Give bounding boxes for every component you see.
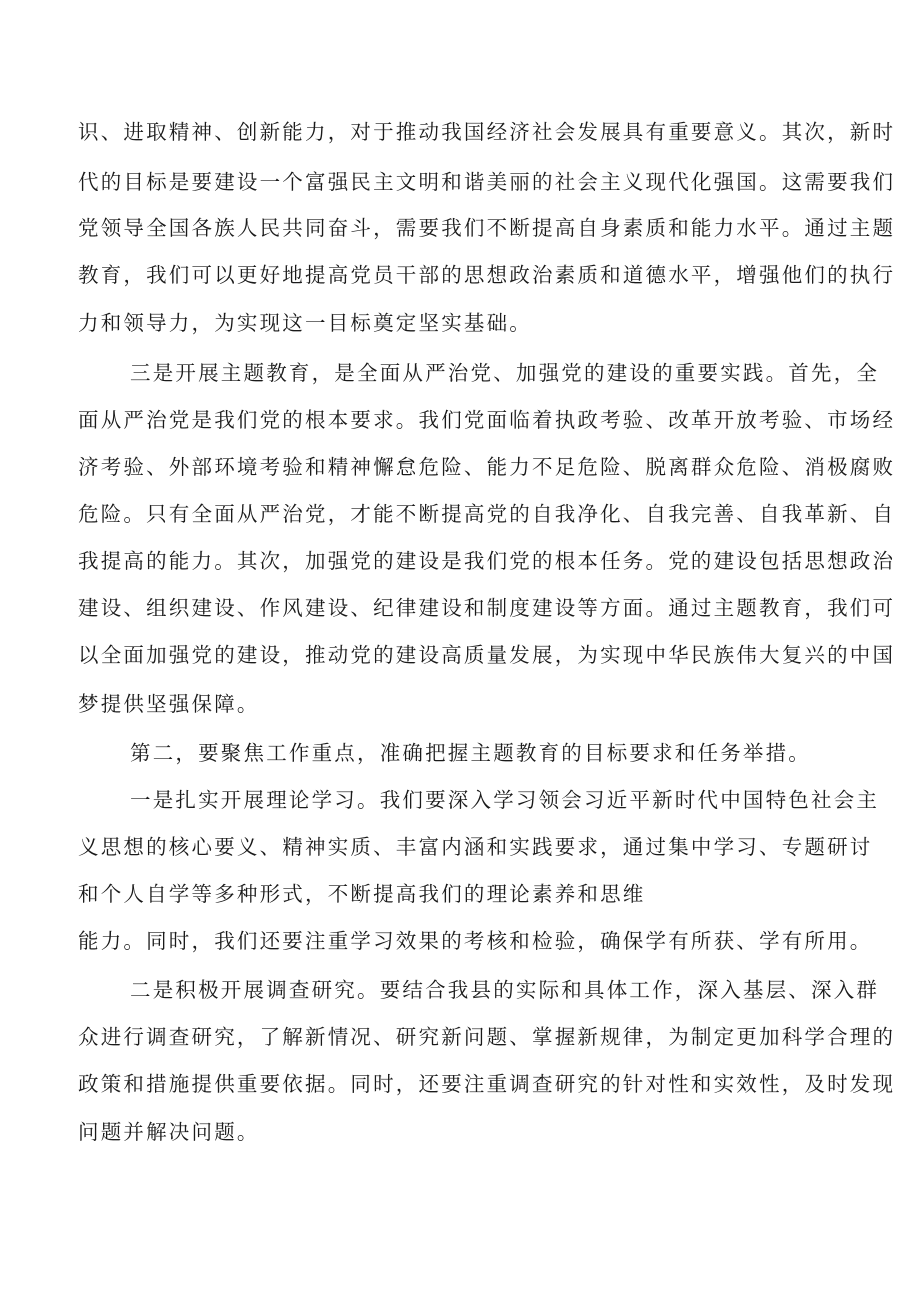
text-line: 以全面加强党的建设，推动党的建设高质量发展，为实现中华民族伟大复兴的中国 <box>78 643 896 667</box>
text-line: 政策和措施提供重要依据。同时，还要注重调查研究的针对性和实效性，及时发现 <box>78 1072 896 1096</box>
text-line: 面从严治党是我们党的根本要求。我们党面临着执政考验、改革开放考验、市场经 <box>78 408 896 432</box>
text-line: 识、进取精神、创新能力，对于推动我国经济社会发展具有重要意义。其次，新时 <box>78 120 896 144</box>
paragraph-start-line: 三是开展主题教育，是全面从严治党、加强党的建设的重要实践。首先，全 <box>130 361 880 385</box>
section-heading-line: 第二，要聚焦工作重点，准确把握主题教育的目标要求和任务举措。 <box>130 741 811 765</box>
paragraph-start-line: 一是扎实开展理论学习。我们要深入学习领会习近平新时代中国特色社会主 <box>130 788 880 812</box>
text-line: 代的目标是要建设一个富强民主文明和谐美丽的社会主义现代化强国。这需要我们 <box>78 170 896 194</box>
text-line: 济考验、外部环境考验和精神懈怠危险、能力不足危险、脱离群众危险、消极腐败 <box>78 455 896 479</box>
text-line: 我提高的能力。其次，加强党的建设是我们党的根本任务。党的建设包括思想政治 <box>78 549 896 573</box>
text-line: 问题并解决问题。 <box>78 1120 260 1144</box>
text-line: 众进行调查研究，了解新情况、研究新问题、掌握新规律，为制定更加科学合理的 <box>78 1025 896 1049</box>
text-line: 梦提供坚强保障。 <box>78 692 260 716</box>
text-line: 党领导全国各族人民共同奋斗，需要我们不断提高自身素质和能力水平。通过主题 <box>78 216 896 240</box>
text-line: 能力。同时，我们还要注重学习效果的考核和检验，确保学有所获、学有所用。 <box>78 929 873 953</box>
text-line: 危险。只有全面从严治党，才能不断提高党的自我净化、自我完善、自我革新、自 <box>78 502 896 526</box>
text-line: 和个人自学等多种形式，不断提高我们的理论素养和思维 <box>78 882 646 906</box>
text-line: 义思想的核心要义、精神实质、丰富内涵和实践要求，通过集中学习、专题研讨 <box>78 835 873 859</box>
text-line: 教育，我们可以更好地提高党员干部的思想政治素质和道德水平，增强他们的执行 <box>78 263 896 287</box>
text-line: 建设、组织建设、作风建设、纪律建设和制度建设等方面。通过主题教育，我们可 <box>78 596 896 620</box>
text-line: 力和领导力，为实现这一目标奠定坚实基础。 <box>78 311 532 335</box>
paragraph-start-line: 二是积极开展调查研究。要结合我县的实际和具体工作，深入基层、深入群 <box>130 978 880 1002</box>
